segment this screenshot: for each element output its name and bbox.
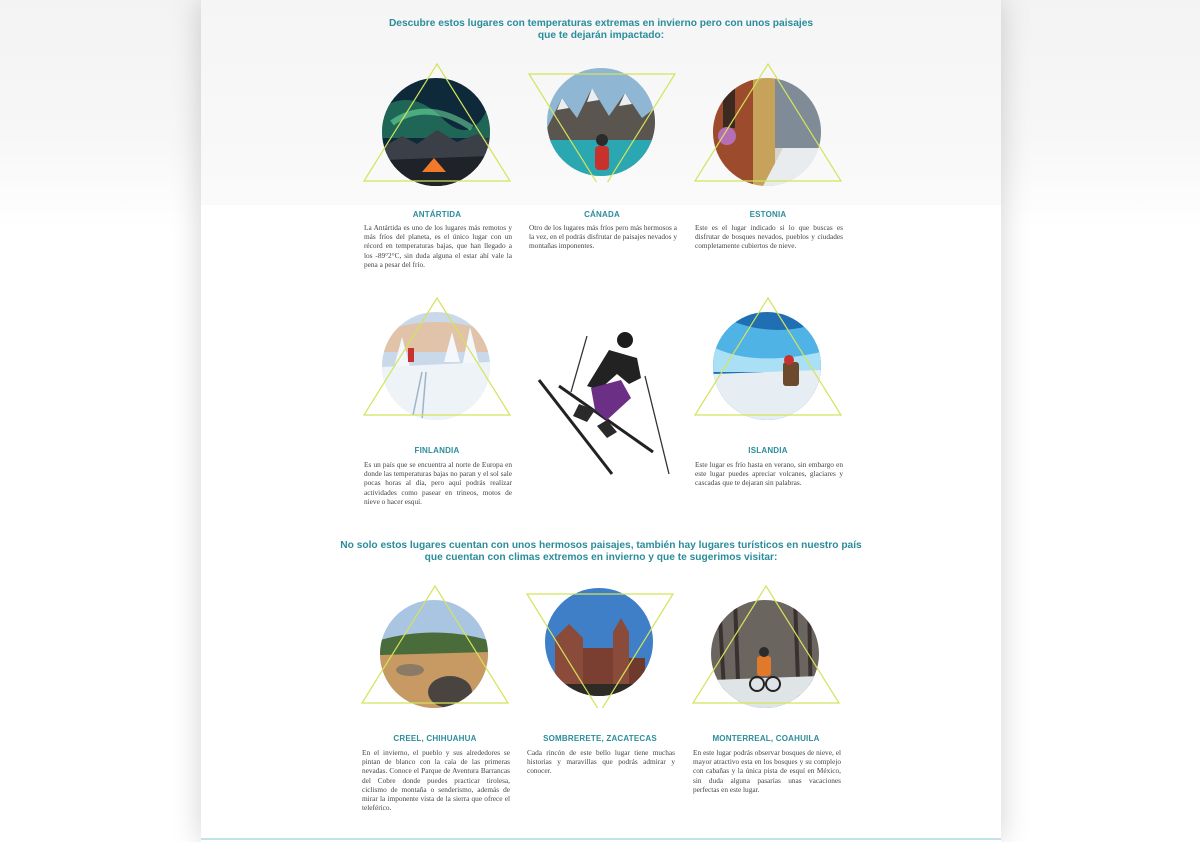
footer-divider	[201, 838, 1001, 840]
place-card-sombrerete	[525, 578, 675, 788]
photo-badge	[693, 62, 843, 192]
place-description: En este lugar podrás observar bosques de nieve, el mayor atractivo esta en los bosques y su complejo con cabañas y la única pista de esquí en México, sin duda alguna pasarías unas vacaciones perfectas en este lugar.	[693, 748, 841, 794]
place-card-estonia	[693, 62, 843, 262]
intro-heading-line1: Descubre estos lugares con temperaturas extremas en invierno pero con unos paisajes	[388, 18, 814, 29]
place-title: ANTÁRTIDA	[412, 210, 462, 219]
canada-photo	[547, 68, 655, 176]
place-description: La Antártida es uno de los lugares más remotos y más fríos del planeta, es el único lugar con un récord en temperaturas bajas, que han llegado a los -89°2°C, sin duda alguna el estar ahí vale la pena a pesar del frío.	[364, 223, 512, 269]
sombrerete-photo	[545, 588, 653, 696]
islandia-photo	[713, 312, 821, 420]
place-card-finlandia	[362, 296, 512, 526]
mexico-heading	[201, 540, 1001, 564]
page-sheet	[201, 0, 1001, 842]
place-title: SOMBRERETE, ZACATECAS	[543, 734, 657, 743]
photo-badge	[693, 296, 843, 426]
photo-badge	[362, 296, 512, 426]
place-title: MONTERREAL, COAHUILA	[712, 734, 820, 743]
intro-heading-line2: que te dejarán impactado:	[537, 30, 665, 41]
photo-badge	[525, 578, 675, 708]
place-title: ESTONIA	[749, 210, 787, 219]
intro-heading	[201, 18, 1001, 42]
creel-photo	[380, 600, 488, 708]
place-card-creel	[360, 584, 510, 834]
place-description: Este es el lugar indicado si lo que buscas es disfrutar de bosques nevados, pueblos y ciudades completamente cubiertos de nieve.	[695, 223, 843, 251]
place-card-islandia	[693, 296, 843, 506]
place-title: ISLANDIA	[748, 446, 788, 455]
place-description: Es un país que se encuentra al norte de Europa en donde las temperaturas bajas no paran y el sol sale pocas horas al día, pero aquí podrás realizar actividades como pasear en trineos, motos de nieve o hacer esquí.	[364, 460, 512, 506]
mexico-heading-line1: No solo estos lugares cuentan con unos hermosos paisajes, también hay lugares turísticos en nuestro país	[340, 540, 862, 551]
place-description: En el invierno, el pueblo y sus alrededores se pintan de blanco con la caía de las primeras nevadas. Conoce el Parque de Aventura Barrancas del Cobre donde puedes practicar tirolesa, ciclismo de montaña o senderismo, además de mirar la imponente vista de la sierra que ofrece el teleférico.	[362, 748, 510, 813]
place-description: Este lugar es frío hasta en verano, sin embargo en este lugar puedes apreciar volcanes, glaciares y cascadas que te dejaran sin palabras.	[695, 460, 843, 488]
photo-badge	[527, 52, 677, 182]
photo-badge	[360, 584, 510, 714]
place-title: CÁNADA	[584, 210, 620, 219]
monterreal-photo	[711, 600, 819, 708]
place-card-canada	[527, 52, 677, 262]
place-card-antartida	[362, 62, 512, 287]
place-title: CREEL, CHIHUAHUA	[393, 734, 477, 743]
photo-badge	[362, 62, 512, 192]
place-card-monterreal	[691, 584, 841, 814]
place-title: FINLANDIA	[414, 446, 460, 455]
photo-badge	[691, 584, 841, 714]
mexico-heading-line2: que cuentan con climas extremos en invierno y que te sugerimos visitar:	[424, 552, 778, 563]
antartida-photo	[382, 78, 490, 186]
finlandia-photo	[382, 312, 490, 420]
place-description: Otro de los lugares más fríos pero más hermosos a la vez, en el podrás disfrutar de paisajes nevados y montañas imponentes.	[529, 223, 677, 251]
skier-illustration-icon	[537, 328, 675, 478]
estonia-photo	[713, 78, 821, 186]
place-description: Cada rincón de este bello lugar tiene muchas historias y maravillas que podrás admirar y conocer.	[527, 748, 675, 776]
